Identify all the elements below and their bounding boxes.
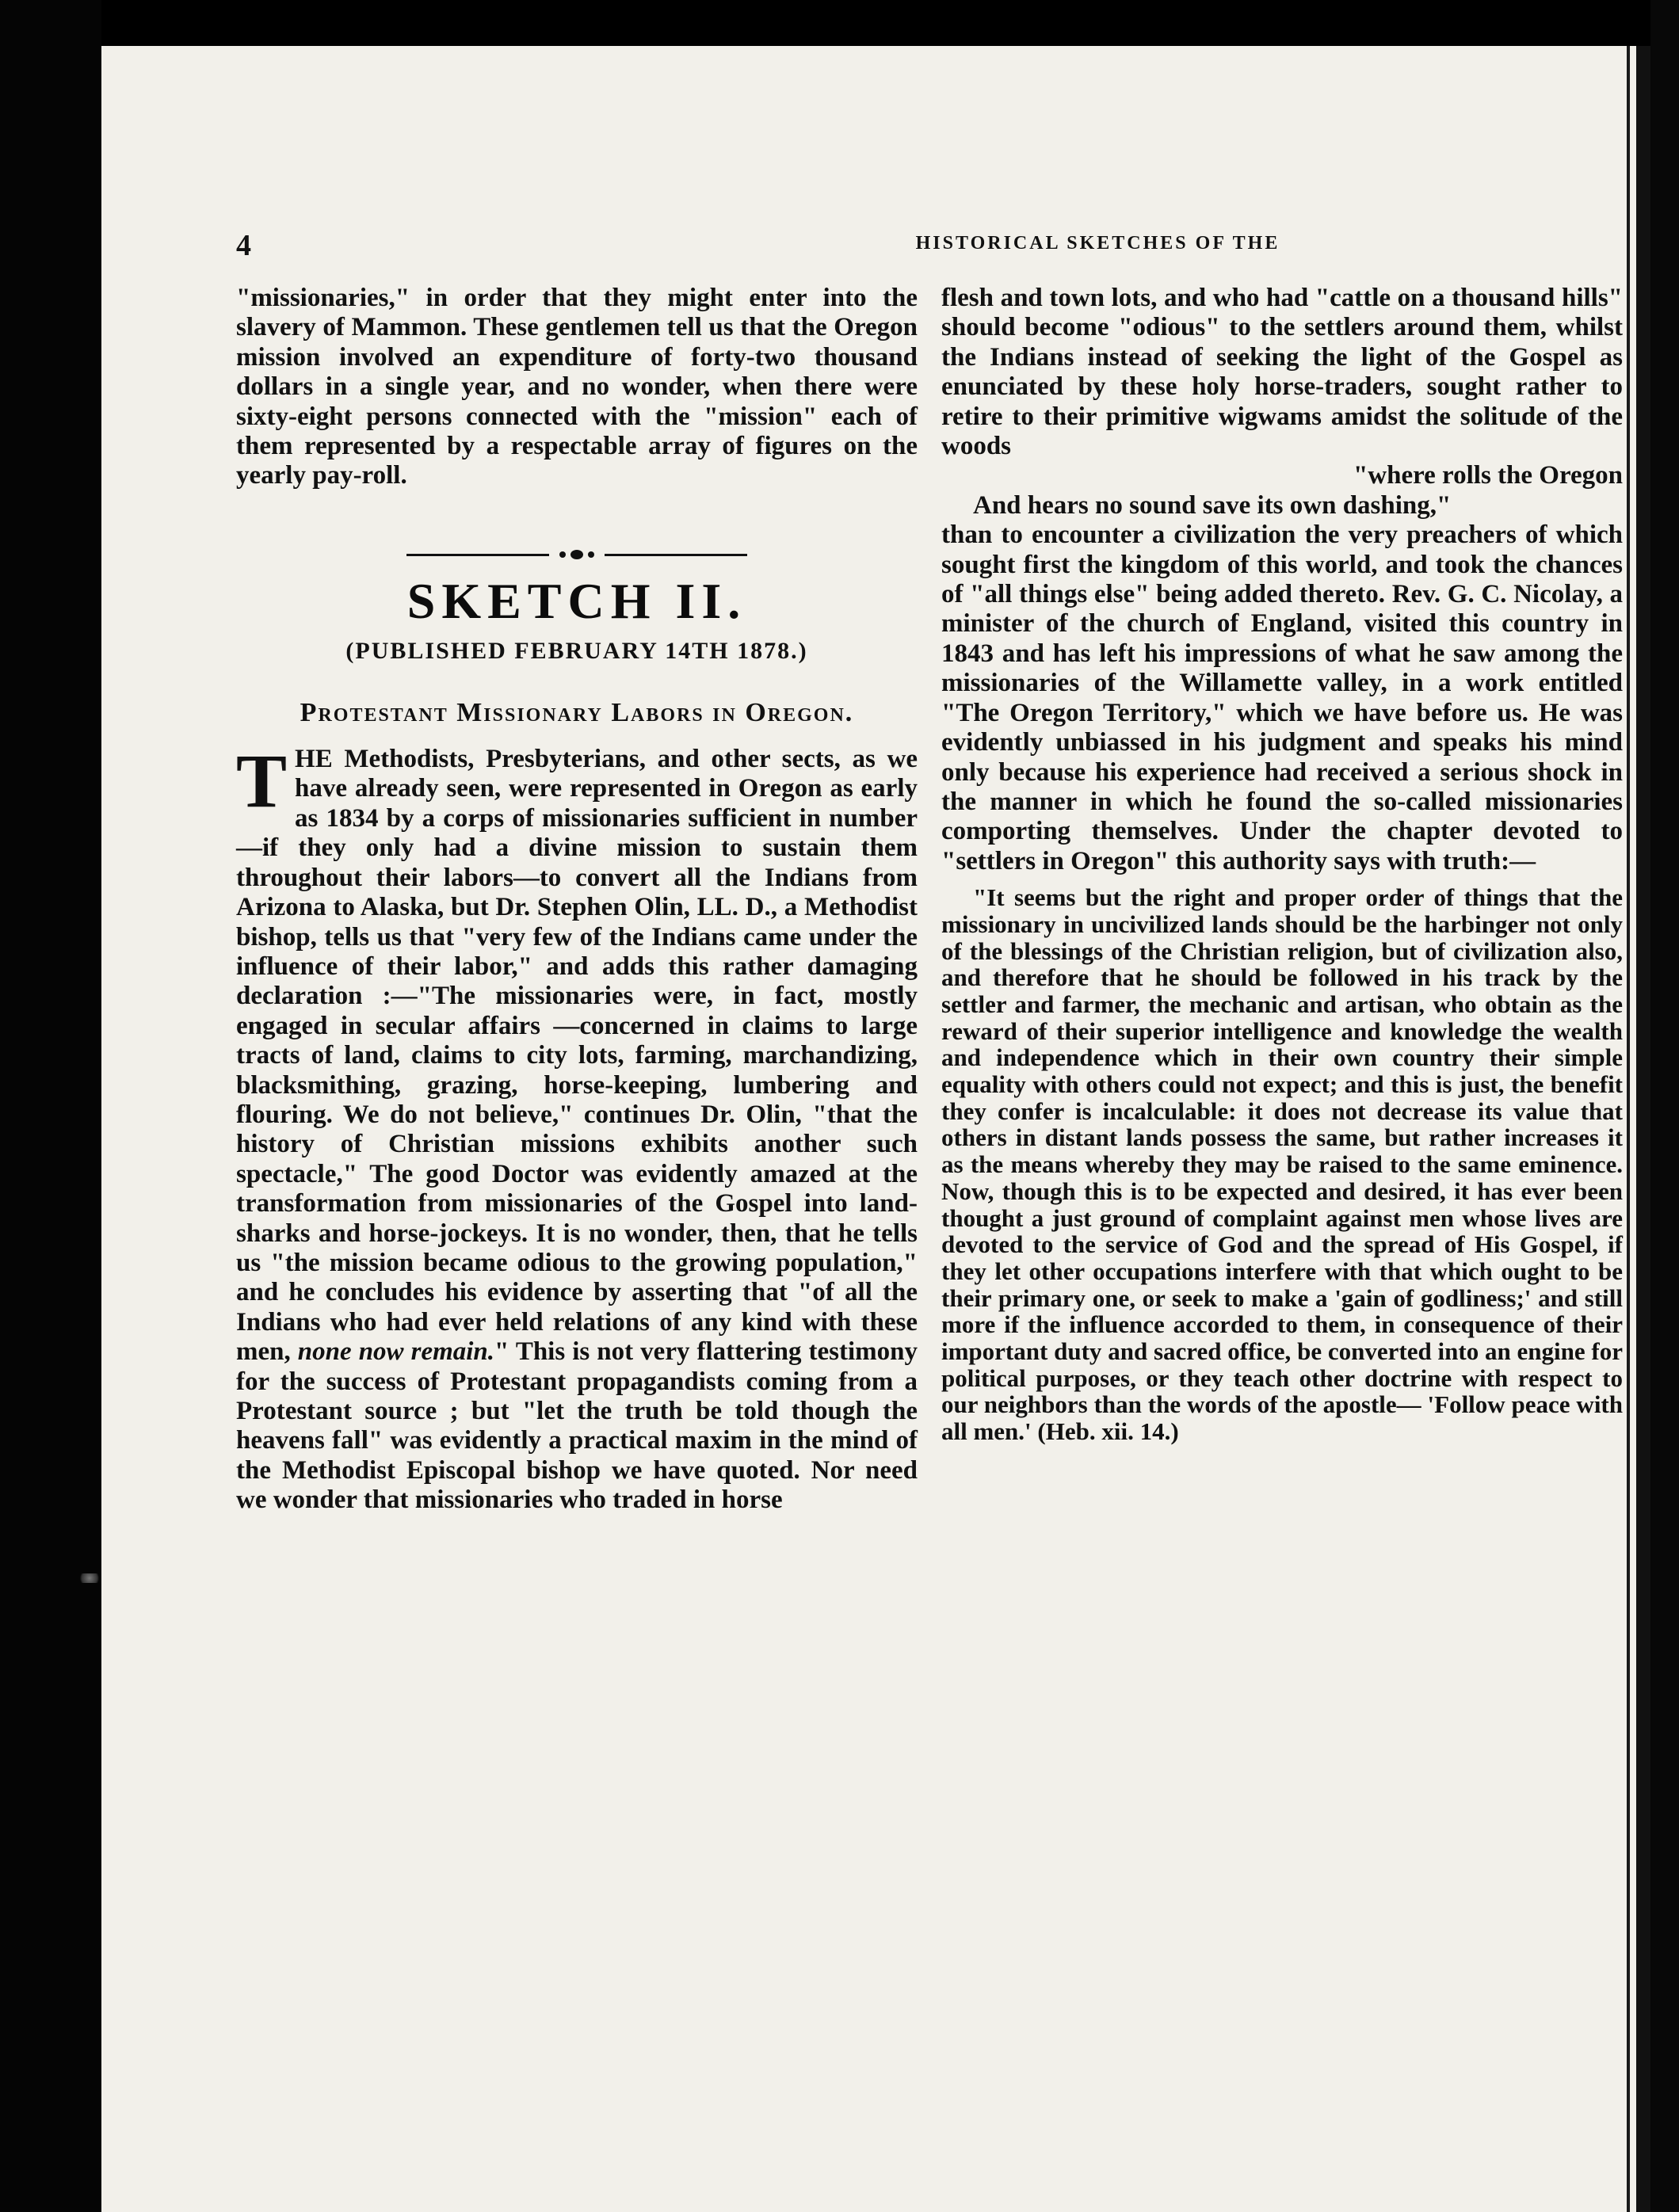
body-italic: none now remain. [297, 1337, 495, 1367]
page-header [236, 228, 1516, 260]
body-text: HE Methodists, Presbyterians, and other sects, as we have already seen, were represented in Oregon as early as 1834 by a corps of missionaries sufficient in number—if they only had a divine mission to sustain them throughout their labors—to convert all the Indians from Arizona to Alaska, but Dr. Stephen Olin, LL. D., a Methodist bishop, tells us that "very few of the Indians came under the influence of their labor," and adds this rather damaging declaration :—"The missionaries were, in fact, mostly engaged in secular affairs —concerned in claims to large tracts of land, claims to city lots, farming, marchandizing, blacksmithing, grazing, horse-keeping, lumbering and flouring. We do not believe," continues Dr. Olin, "that the history of Christian missions exhibits another such spectacle," The good Doctor was evidently amazed at the transformation from missionaries of the Gospel into land-sharks and horse-jockeys. It is no wonder, then, that he tells us "the mission became odious to the growing population," and he concludes his evidence by asserting that "of all the Indians who had ever held relations of any kind with these men, [236, 745, 918, 1367]
verse-line-2: And hears no sound save its own dashing," [973, 490, 1452, 520]
page-edge [1636, 46, 1650, 2212]
document-page [101, 46, 1650, 2212]
running-head: HISTORICAL SKETCHES OF THE [915, 233, 1280, 254]
body-paragraph-right: than to encounter a civilization the very preachers of which sought first the kingdom of this world, and took the chances of "all things else" being added thereto. Rev. G. C. Nicolay, a minister of the church of England, visited this country in 1843 and has left his impressions of what he saw among the missionaries of the Willamette valley, in a work entitled "The Oregon Territory," which we have before us. He was evidently unbiassed in his judgment and speaks his mind only because his experience had received a serious shock in the manner in which he found the so-called missionaries comporting themselves. Under the chapter devoted to "settlers in Oregon" this authority says with truth:— [941, 521, 1623, 875]
section-title: Protestant Missionary Labors in Oregon. [300, 697, 854, 727]
verse-line-1: "where rolls the Oregon [1353, 461, 1623, 490]
drop-cap: T [236, 738, 288, 824]
body-text-end: " This is not very flattering testimony for the success of Protestant propagandists coming from a Protestant source ; but "let the truth be told though the heavens fall" was evidently a practical maxim in the mind of the Methodist Episcopal bishop we have quoted. Nor need we wonder that missionaries who traded in horse [236, 1337, 918, 1515]
sketch-title: SKETCH II. [406, 572, 747, 629]
page-number: 4 [236, 229, 251, 262]
scan-smudge [78, 1573, 101, 1583]
publication-date: (PUBLISHED FEBRUARY 14TH 1878.) [345, 638, 808, 665]
continuation-paragraph-right: flesh and town lots, and who had "cattle on a thousand hills" should become "odious" to the settlers around them, whilst the Indians instead of seeking the light of the Gospel as enunciated by these holy horse-traders, sought rather to retire to their primitive wigwams amidst the solitude of the woods [941, 284, 1623, 461]
left-column [236, 284, 918, 1516]
film-border-left [0, 0, 101, 2212]
page-binding-rule [1627, 46, 1630, 2212]
body-paragraph [236, 738, 918, 1516]
right-column [941, 284, 1623, 1445]
continuation-paragraph: "missionaries," in order that they might enter into the slavery of Mammon. These gentlemen tell us that the Oregon mission involved an expenditure of forty-two thousand dollars in a single year, and no wonder, when there were sixty-eight persons connected with the "mission" each of them represented by a respectable array of figures on the yearly pay-roll. [236, 284, 918, 490]
block-quote: "It seems but the right and proper order of things that the missionary in uncivilized lands should be the harbinger not only of the blessings of the Christian religion, but of civilization also, and therefore that he should be followed in his track by the settler and farmer, the mechanic and artisan, who obtain as the reward of their superior intelligence and knowledge the wealth and independence which in their own country their simple equality with others could not expect; and this is just, the benefit they confer is incalculable: it does not decrease its value that others in distant lands possess the same, but rather increases it as the means whereby they may be raised to the same eminence. Now, though this is to be expected and desired, it has ever been thought a just ground of complaint against men whose lives are devoted to the service of God and the spread of His Gospel, if they let other occupations interfere with that which ought to be their primary one, or seek to make a 'gain of godliness;' and still more if the influence accorded to them, in consequence of their important duty and sacred office, be converted into an engine for political purposes, or they teach other doctrine with respect to our neighbors than the words of the apostle— 'Follow peace with all men.' (Heb. xii. 14.) [941, 883, 1623, 1446]
film-border-right [1650, 0, 1679, 2212]
ornamental-divider [406, 547, 747, 563]
